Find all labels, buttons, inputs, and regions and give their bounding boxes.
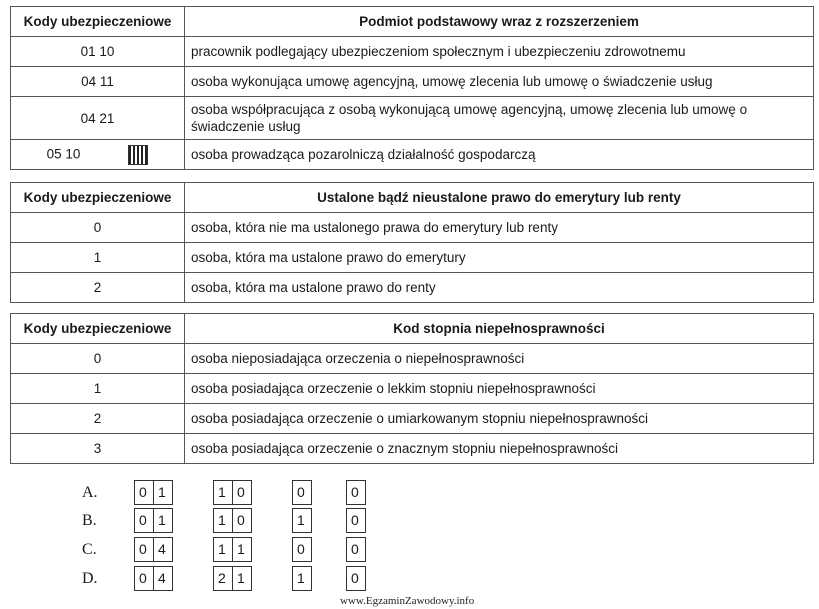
code-box: 0	[134, 508, 154, 533]
code-text: 05 10	[46, 146, 81, 162]
desc-cell: osoba, która nie ma ustalonego prawa do emerytury lub renty	[185, 213, 814, 243]
desc-cell: osoba wykonująca umowę agencyjną, umowę zlecenia lub umowę o świadczenie usług	[185, 67, 814, 97]
code-cell: 04 11	[11, 67, 185, 97]
header-desc: Ustalone bądź nieustalone prawo do emerytury lub renty	[185, 183, 814, 213]
header-code: Kody ubezpieczeniowe	[11, 183, 185, 213]
code-box: 1	[232, 566, 252, 591]
header-code: Kody ubezpieczeniowe	[11, 7, 185, 37]
code-box: 4	[153, 537, 173, 562]
answer-letter: C.	[82, 541, 97, 558]
table-row	[11, 67, 814, 97]
code-box: 2	[213, 566, 233, 591]
desc-cell: osoba posiadająca orzeczenie o umiarkowanym stopniu niepełnosprawności	[185, 404, 814, 434]
table-row	[11, 344, 814, 374]
code-box: 1	[213, 480, 233, 505]
code-box: 1	[153, 480, 173, 505]
code-box: 0	[292, 537, 312, 562]
desc-cell: osoba, która ma ustalone prawo do renty	[185, 273, 814, 303]
code-cell: 1	[11, 243, 185, 273]
qr-code-icon	[128, 145, 148, 165]
answer-letter: B.	[82, 512, 97, 529]
code-box: 0	[346, 566, 366, 591]
code-box: 0	[346, 480, 366, 505]
table-row	[11, 37, 814, 67]
table-row	[11, 213, 814, 243]
table-podmiot	[10, 6, 814, 170]
desc-cell: osoba prowadząca pozarolniczą działalność gospodarczą	[185, 140, 814, 170]
table-niepelnosprawnosc	[10, 313, 814, 464]
table-row	[11, 243, 814, 273]
code-cell: 0	[11, 344, 185, 374]
code-box: 1	[232, 537, 252, 562]
code-box: 0	[232, 508, 252, 533]
desc-cell: pracownik podlegający ubezpieczeniom społecznym i ubezpieczeniu zdrowotnemu	[185, 37, 814, 67]
table-prawo-emerytury	[10, 182, 814, 303]
code-cell: 1	[11, 374, 185, 404]
desc-cell: osoba nieposiadająca orzeczenia o niepełnosprawności	[185, 344, 814, 374]
table-row	[11, 434, 814, 464]
table-row	[11, 404, 814, 434]
code-box: 0	[346, 508, 366, 533]
desc-cell: osoba, która ma ustalone prawo do emerytury	[185, 243, 814, 273]
code-box: 1	[292, 566, 312, 591]
code-cell: 04 21	[11, 97, 185, 140]
table-header-row	[11, 314, 814, 344]
code-cell	[11, 140, 185, 170]
code-box: 0	[134, 480, 154, 505]
desc-cell: osoba posiadająca orzeczenie o znacznym stopniu niepełnosprawności	[185, 434, 814, 464]
answer-letter: A.	[82, 484, 98, 501]
header-code: Kody ubezpieczeniowe	[11, 314, 185, 344]
header-desc: Podmiot podstawowy wraz z rozszerzeniem	[185, 7, 814, 37]
code-cell: 0	[11, 213, 185, 243]
code-box: 1	[213, 508, 233, 533]
code-box: 0	[134, 537, 154, 562]
code-box: 4	[153, 566, 173, 591]
code-cell: 3	[11, 434, 185, 464]
footer-source: www.EgzaminZawodowy.info	[340, 595, 475, 607]
code-box: 0	[134, 566, 154, 591]
answer-letter: D.	[82, 570, 98, 587]
table-row	[11, 97, 814, 140]
code-cell: 01 10	[11, 37, 185, 67]
code-box: 0	[346, 537, 366, 562]
code-box: 0	[232, 480, 252, 505]
code-cell: 2	[11, 404, 185, 434]
header-desc: Kod stopnia niepełnosprawności	[185, 314, 814, 344]
desc-cell: osoba współpracująca z osobą wykonującą umowę agencyjną, umowę zlecenia lub umowę o świadczenie usług	[185, 97, 814, 140]
code-box: 1	[153, 508, 173, 533]
code-box: 1	[292, 508, 312, 533]
table-header-row	[11, 7, 814, 37]
table-row	[11, 273, 814, 303]
table-row	[11, 140, 814, 170]
code-cell: 2	[11, 273, 185, 303]
code-box: 0	[292, 480, 312, 505]
code-box: 1	[213, 537, 233, 562]
table-row	[11, 374, 814, 404]
table-header-row	[11, 183, 814, 213]
desc-cell: osoba posiadająca orzeczenie o lekkim stopniu niepełnosprawności	[185, 374, 814, 404]
